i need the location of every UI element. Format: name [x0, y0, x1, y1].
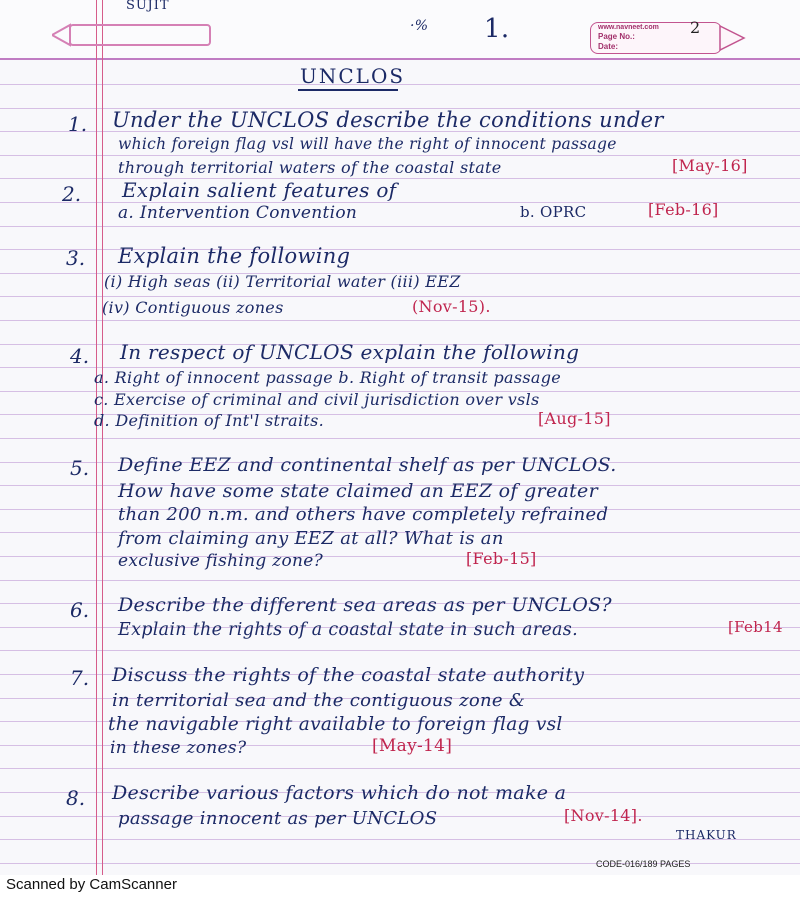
q1-line-1: Under the UNCLOS describe the conditions under: [112, 108, 664, 132]
q4-line-4: d. Definition of Int'l straits.: [94, 411, 325, 430]
page-mark-symbol: ·%: [410, 18, 429, 34]
ruled-line: [0, 226, 800, 227]
q3-line-1: Explain the following: [118, 244, 351, 268]
page-no-label: Page No.:: [598, 32, 635, 41]
q6-line-1: Describe the different sea areas as per UNCLOS?: [118, 594, 612, 616]
ruled-line: [0, 320, 800, 321]
pencil-tip-icon: [716, 24, 746, 52]
q3-line-2: (i) High seas (ii) Territorial water (iii) EEZ: [104, 272, 461, 291]
brand-url: www.navneet.com: [598, 24, 659, 31]
question-number-7: 7.: [70, 666, 90, 690]
margin-line-left-1: [96, 0, 97, 875]
q3-exam-date: (Nov-15).: [412, 297, 491, 316]
q5-exam-date: [Feb-15]: [466, 549, 537, 568]
ruled-line: [0, 178, 800, 179]
q7-line-3: the navigable right available to foreign flag vsl: [108, 714, 563, 735]
date-label: Date:: [598, 42, 619, 51]
q2-line-1: Explain salient features of: [122, 178, 397, 202]
q3-line-3: (iv) Contiguous zones: [102, 298, 284, 317]
question-number-8: 8.: [66, 786, 86, 810]
pencil-graphic-left: [52, 22, 212, 48]
q5-line-3: than 200 n.m. and others have completely refrained: [118, 504, 609, 525]
question-number-1: 1.: [68, 112, 88, 136]
q7-line-1: Discuss the rights of the coastal state authority: [112, 664, 585, 686]
ruled-line: [0, 438, 800, 439]
q1-exam-date: [May-16]: [672, 156, 748, 175]
question-number-3: 3.: [66, 246, 86, 270]
q1-line-3: through territorial waters of the coastal state: [118, 158, 502, 177]
q6-line-2: Explain the rights of a coastal state in such areas.: [118, 620, 578, 640]
q2-exam-date: [Feb-16]: [648, 200, 719, 219]
q1-line-2: which foreign flag vsl will have the right of innocent passage: [118, 135, 617, 153]
q7-exam-date: [May-14]: [372, 736, 453, 756]
ruled-line: [0, 296, 800, 297]
margin-line-left-2: [102, 0, 103, 875]
page-number: 1.: [484, 14, 510, 44]
question-number-6: 6.: [70, 598, 90, 622]
footer-code: CODE-016/189 PAGES: [596, 859, 691, 869]
q5-line-2: How have some state claimed an EEZ of greater: [118, 480, 598, 502]
q8-line-1: Describe various factors which do not make a: [112, 782, 567, 804]
q6-exam-date: [Feb14: [728, 618, 783, 636]
q4-line-3: c. Exercise of criminal and civil jurisdiction over vsls: [94, 390, 540, 409]
question-number-4: 4.: [70, 344, 90, 368]
q2-sub-b: b. OPRC: [520, 203, 587, 221]
signature: THAKUR: [676, 828, 737, 842]
q4-line-1: In respect of UNCLOS explain the following: [120, 340, 580, 364]
page-title: UNCLOS: [300, 64, 406, 88]
question-number-5: 5.: [70, 456, 90, 480]
title-underline: [298, 89, 398, 91]
q7-line-4: in these zones?: [110, 738, 247, 758]
question-number-2: 2.: [62, 182, 82, 206]
q4-exam-date: [Aug-15]: [538, 409, 611, 428]
q5-line-4: from claiming any EEZ at all? What is an: [118, 528, 504, 549]
student-name: SUJIT: [126, 0, 170, 13]
q8-exam-date: [Nov-14].: [564, 806, 643, 825]
q5-line-1: Define EEZ and continental shelf as per UNCLOS.: [118, 454, 617, 476]
q8-line-2: passage innocent as per UNCLOS: [118, 808, 438, 829]
q7-line-2: in territorial sea and the contiguous zone &: [112, 690, 526, 711]
q5-line-5: exclusive fishing zone?: [118, 551, 324, 571]
header-rule: [0, 58, 800, 60]
ruled-line: [0, 650, 800, 651]
q2-sub-a: a. Intervention Convention: [118, 203, 358, 223]
page-no-value: 2: [690, 18, 701, 37]
scanner-watermark: Scanned by CamScanner: [6, 876, 177, 893]
q4-line-2: a. Right of innocent passage b. Right of transit passage: [94, 368, 562, 387]
ruled-line: [0, 768, 800, 769]
ruled-line: [0, 580, 800, 581]
